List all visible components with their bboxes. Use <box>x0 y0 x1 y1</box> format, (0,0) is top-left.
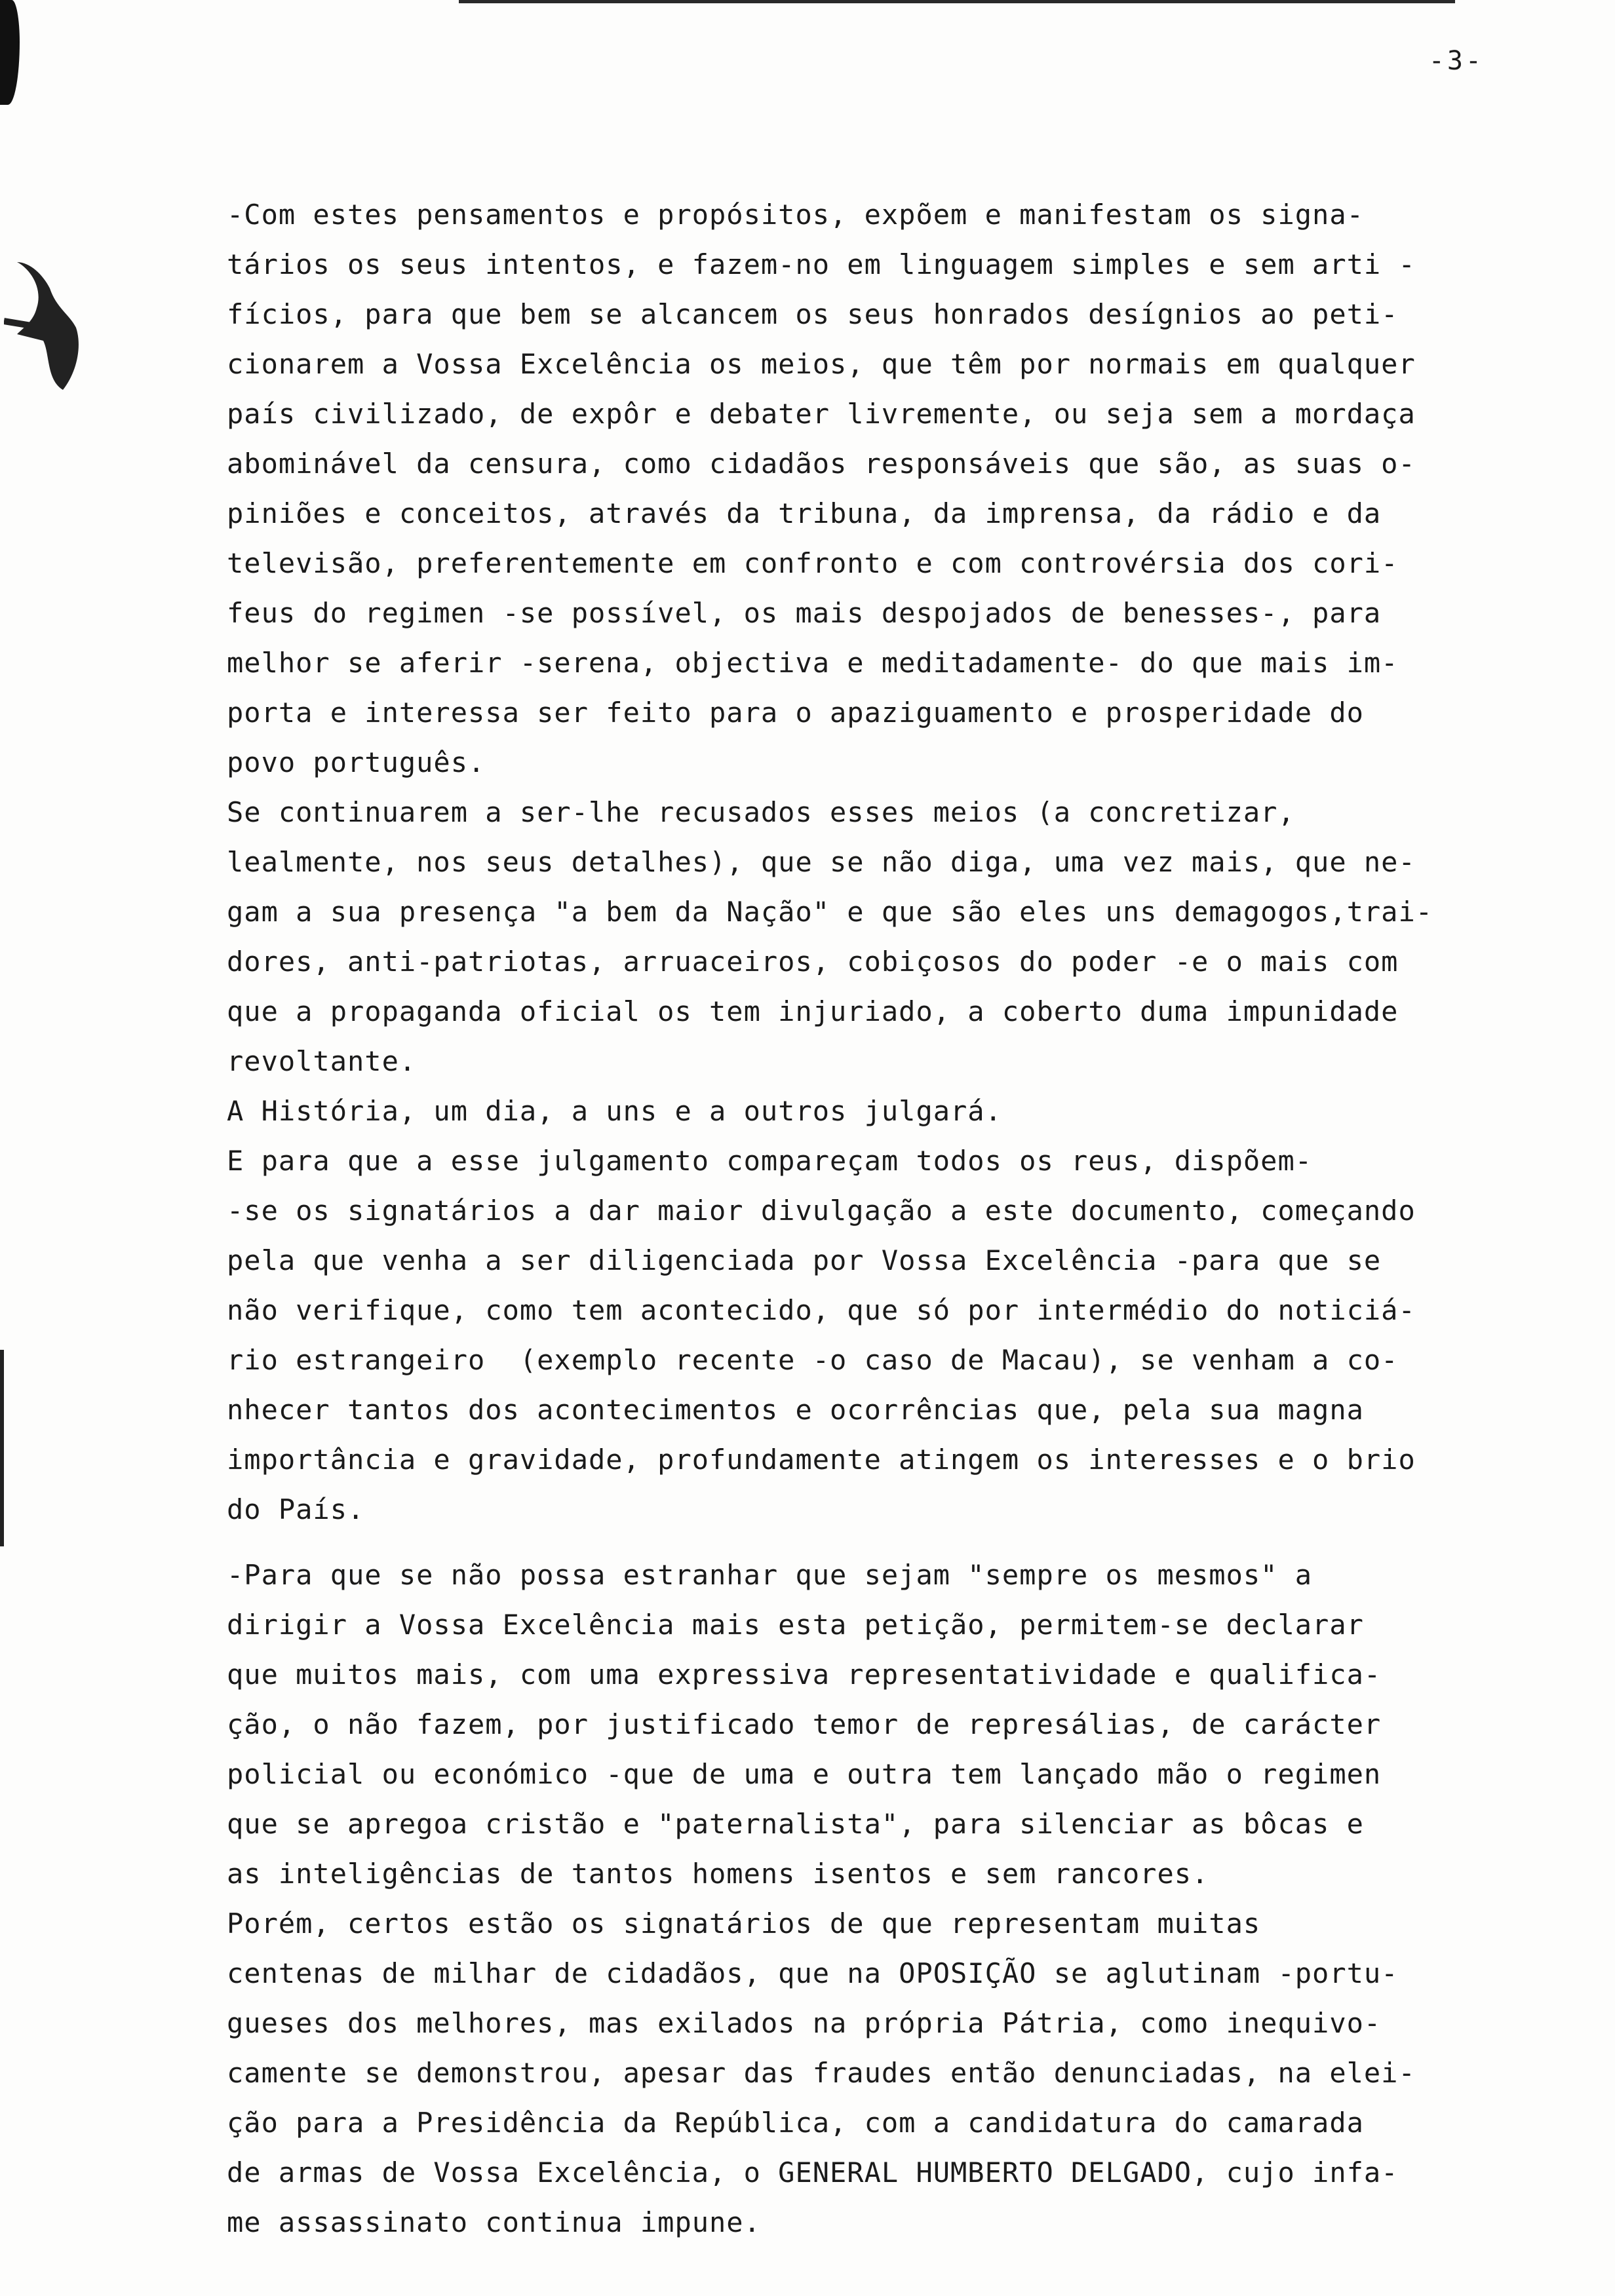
text-line: gueses dos melhores, mas exilados na própria Pátria, como inequivo- <box>227 2007 1382 2039</box>
text-line: que a propaganda oficial os tem injuriado, a coberto duma impunidade <box>227 995 1399 1027</box>
text-line: ção, o não fazem, por justificado temor de represálias, de carácter <box>227 1708 1382 1740</box>
text-line: -Com estes pensamentos e propósitos, expõem e manifestam os signa- <box>227 199 1364 231</box>
punch-hole-mark <box>4 249 102 393</box>
text-line: não verifique, como tem acontecido, que só por intermédio do noticiá- <box>227 1294 1416 1326</box>
text-line: ção para a Presidência da República, com a candidatura do camarada <box>227 2107 1364 2139</box>
text-line: -Para que se não possa estranhar que sejam "sempre os mesmos" a <box>227 1559 1313 1591</box>
text-line: policial ou económico -que de uma e outra tem lançado mão o regimen <box>227 1758 1382 1790</box>
text-line: abominável da censura, como cidadãos responsáveis que são, as suas o- <box>227 448 1416 480</box>
paragraph-4 <box>128 1136 1538 1535</box>
text-line: importância e gravidade, profundamente atingem os interesses e o brio <box>227 1444 1416 1476</box>
page-number: -3- <box>1428 46 1484 76</box>
text-line: fícios, para que bem se alcancem os seus honrados desígnios ao peti- <box>227 298 1399 330</box>
text-line: dores, anti-patriotas, arruaceiros, cobiçosos do poder -e o mais com <box>227 946 1399 978</box>
left-edge-mark <box>0 1350 4 1546</box>
paragraph-5 <box>128 1550 1538 1899</box>
paragraph-1 <box>128 190 1538 788</box>
text-line: do País. <box>227 1493 365 1525</box>
text-line: Se continuarem a ser-lhe recusados esses meios (a concretizar, <box>227 796 1295 828</box>
text-line: pela que venha a ser diligenciada por Vossa Excelência -para que se <box>227 1244 1382 1276</box>
text-line: que se apregoa cristão e "paternalista", para silenciar as bôcas e <box>227 1808 1364 1840</box>
binding-shadow-mark <box>0 0 20 105</box>
text-line: camente se demonstrou, apesar das fraudes então denunciadas, na elei- <box>227 2057 1416 2089</box>
text-line: dirigir a Vossa Excelência mais esta petição, permitem-se declarar <box>227 1609 1364 1641</box>
text-line: cionarem a Vossa Excelência os meios, que têm por normais em qualquer <box>227 348 1416 380</box>
text-line: tários os seus intentos, e fazem-no em linguagem simples e sem arti - <box>227 248 1416 280</box>
text-line: rio estrangeiro (exemplo recente -o caso de Macau), se venham a co- <box>227 1344 1399 1376</box>
text-line: me assassinato continua impune. <box>227 2206 761 2238</box>
text-line: televisão, preferentemente em confronto e com controvérsia dos cori- <box>227 547 1399 579</box>
top-edge-rule <box>459 0 1455 3</box>
text-line: melhor se aferir -serena, objectiva e meditadamente- do que mais im- <box>227 647 1399 679</box>
letter-body <box>128 190 1538 2248</box>
paragraph-6 <box>128 1899 1538 2248</box>
paragraph-3 <box>128 1086 1538 1136</box>
text-line: lealmente, nos seus detalhes), que se não diga, uma vez mais, que ne- <box>227 846 1416 878</box>
text-line: revoltante. <box>227 1045 417 1077</box>
text-line: povo português. <box>227 746 486 778</box>
text-line: feus do regimen -se possível, os mais despojados de benesses-, para <box>227 597 1382 629</box>
text-line: piniões e conceitos, através da tribuna, da imprensa, da rádio e da <box>227 497 1382 529</box>
text-line: -se os signatários a dar maior divulgação a este documento, começando <box>227 1195 1416 1227</box>
text-line: A História, um dia, a uns e a outros julgará. <box>227 1095 1002 1127</box>
text-line: nhecer tantos dos acontecimentos e ocorrências que, pela sua magna <box>227 1394 1364 1426</box>
text-line: de armas de Vossa Excelência, o GENERAL HUMBERTO DELGADO, cujo infa- <box>227 2156 1399 2189</box>
paragraph-gap <box>128 1535 1538 1550</box>
text-line: que muitos mais, com uma expressiva representatividade e qualifica- <box>227 1658 1382 1691</box>
text-line: Porém, certos estão os signatários de que representam muitas <box>227 1907 1261 1940</box>
text-line: gam a sua presença "a bem da Nação" e que são eles uns demagogos,trai- <box>227 896 1433 928</box>
text-line: E para que a esse julgamento compareçam todos os reus, dispõem- <box>227 1145 1313 1177</box>
text-line: as inteligências de tantos homens isentos e sem rancores. <box>227 1858 1209 1890</box>
paragraph-2 <box>128 788 1538 1086</box>
text-line: porta e interessa ser feito para o apaziguamento e prosperidade do <box>227 697 1364 729</box>
text-line: país civilizado, de expôr e debater livremente, ou seja sem a mordaça <box>227 398 1416 430</box>
text-line: centenas de milhar de cidadãos, que na OPOSIÇÃO se aglutinam -portu- <box>227 1957 1399 1989</box>
